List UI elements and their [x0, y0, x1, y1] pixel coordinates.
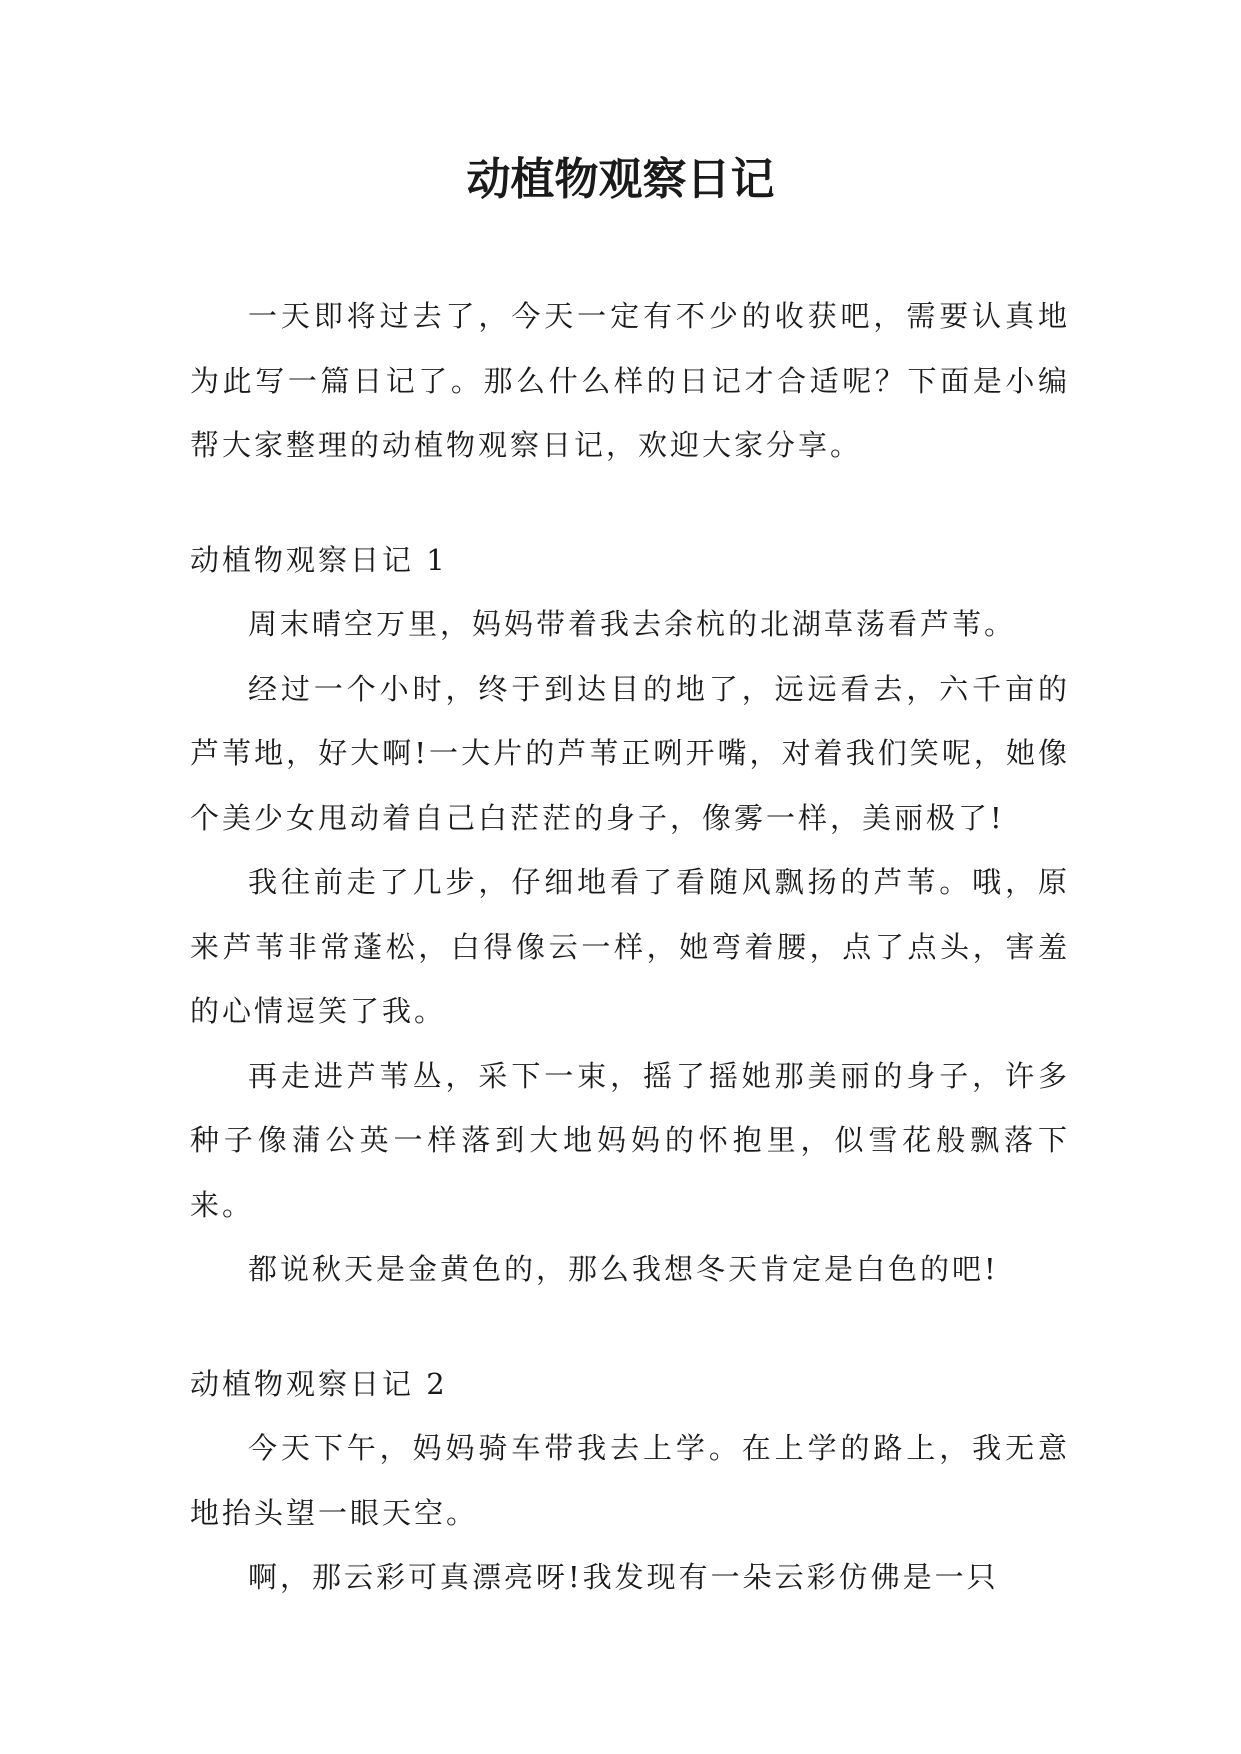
paragraph: 啊，那云彩可真漂亮呀!我发现有一朵云彩仿佛是一只 — [248, 1560, 999, 1594]
section-2 — [190, 1352, 1070, 1610]
intro-paragraph: 一天即将过去了，今天一定有不少的收获吧，需要认真地为此写一篇日记了。那么什么样的日记才合适呢？下面是小编帮大家整理的动植物观察日记，欢迎大家分享。 — [190, 299, 1070, 462]
paragraph: 经过一个小时，终于到达目的地了，远远看去，六千亩的芦苇地，好大啊!一大片的芦苇正咧开嘴，对着我们笑呢，她像个美少女甩动着自己白茫茫的身子，像雾一样，美丽极了! — [190, 671, 1070, 835]
section-gap — [190, 1302, 1070, 1352]
section-heading: 动植物观察日记 2 — [190, 1366, 448, 1401]
section-heading: 动植物观察日记 1 — [190, 542, 448, 577]
paragraph: 我往前走了几步，仔细地看了看随风飘扬的芦苇。哦，原来芦苇非常蓬松，白得像云一样，她弯着腰，点了点头，害羞的心情逗笑了我。 — [190, 865, 1070, 1028]
paragraph: 都说秋天是金黄色的，那么我想冬天肯定是白色的吧! — [248, 1252, 999, 1286]
paragraph: 今天下午，妈妈骑车带我去上学。在上学的路上，我无意地抬头望一眼天空。 — [190, 1431, 1070, 1530]
document-body — [190, 284, 1070, 1610]
section-1 — [190, 528, 1070, 1302]
document-title: 动植物观察日记 — [466, 154, 775, 205]
section-gap — [190, 478, 1070, 528]
paragraph: 再走进芦苇丛，采下一束，摇了摇她那美丽的身子，许多种子像蒲公英一样落到大地妈妈的怀抱里，似雪花般飘落下来。 — [190, 1058, 1070, 1222]
paragraph: 周末晴空万里，妈妈带着我去余杭的北湖草荡看芦苇。 — [248, 607, 1017, 641]
